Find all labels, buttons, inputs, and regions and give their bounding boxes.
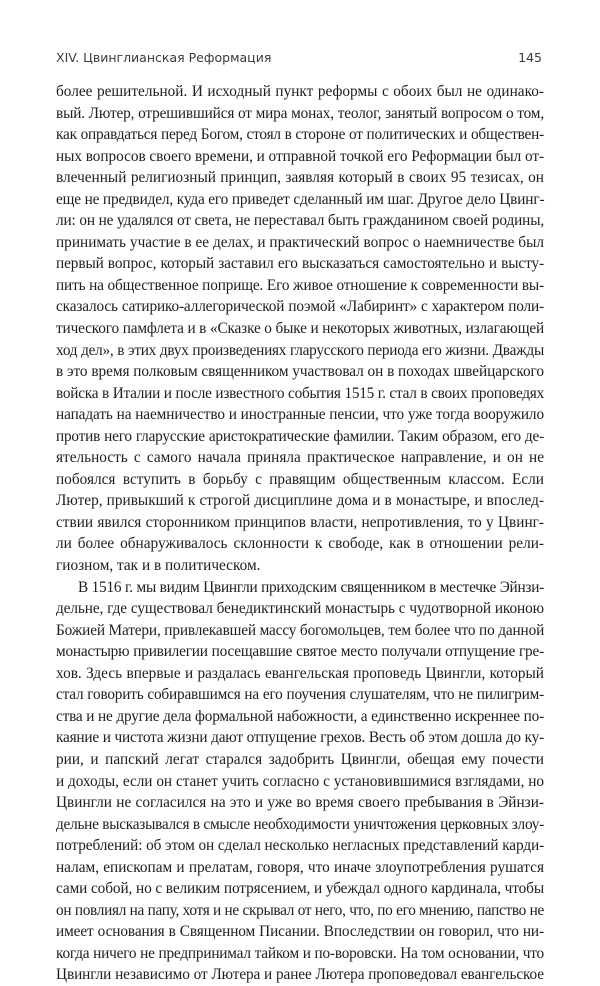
text-line: влеченный религиозный принцип, заявляя который в своих 95 тезисах, он: [56, 169, 544, 187]
text-line: ства и не другие дела формальной набожности, а единственно искреннее по-: [56, 707, 544, 725]
text-line: Цвингли не согласился на это и уже во время своего пребывания в Эйнзи-: [56, 794, 544, 812]
text-line: гиозном, так и в политическом.: [56, 557, 261, 575]
chapter-title: XIV. Цвинглианская Реформация: [56, 50, 272, 65]
text-line: принимать участие в ее делах, и практический вопрос о наемничестве был: [56, 233, 544, 251]
text-line: ятельность с самого начала приняла практическое направление, и он не: [56, 449, 544, 467]
text-line: тического памфлета и в «Сказке о быке и некоторых животных, излагающей: [56, 320, 544, 338]
text-line: сказалось сатирико-аллегорической поэмой «Лабиринт» с характером поли-: [56, 298, 544, 316]
text-line: в это время полковым священником участвовал он в походах швейцарского: [56, 363, 544, 381]
text-line: он повлиял на папу, хотя и не скрывал от него, что, по его мнению, папство не: [56, 901, 544, 919]
text-line: сами собой, но с великим потрясением, и убеждал одного кардинала, чтобы: [56, 880, 544, 898]
text-line: налам, епископам и прелатам, говоря, что иначе злоупотребления рушатся: [56, 858, 544, 876]
text-line: Цвингли независимо от Лютера и ранее Лютера проповедовал евангельское: [56, 966, 544, 984]
paragraph: [56, 81, 544, 577]
text-line: ход дел», в этих двух произведениях гларусского периода его жизни. Дважды: [56, 341, 544, 359]
body-text: [56, 81, 544, 986]
text-line: как оправдаться перед Богом, стоял в стороне от политических и обществен-: [56, 126, 544, 144]
page-number: 145: [518, 50, 542, 65]
text-line: первый вопрос, который заставил его высказаться самостоятельно и высту-: [56, 255, 544, 273]
text-line: еще не предвидел, куда его приведет сделанный им шаг. Другое дело Цвинг-: [56, 190, 545, 208]
text-line: ствии явился сторонником принципов власти, непротивления, то у Цвинг-: [56, 513, 544, 531]
text-line: когда ничего не предпринимал тайком и по-воровски. На том основании, что: [56, 944, 544, 962]
text-line: имеет основания в Священном Писании. Впоследствии он говорил, что ни-: [56, 923, 544, 941]
text-line: монастырю привилегии посещавшие святое место получали отпущение гре-: [56, 643, 544, 661]
text-line: каяние и чистота жизни дают отпущение грехов. Весть об этом дошла до ку-: [56, 729, 544, 747]
text-line: и доходы, если он станет учить согласно с установившимися взглядами, но: [56, 772, 544, 790]
paragraph: [56, 577, 544, 986]
text-line: ли: он не удалялся от света, не переставал быть гражданином своей родины,: [56, 212, 544, 230]
text-line: хов. Здесь впервые и раздалась евангельская проповедь Цвингли, который: [56, 664, 544, 682]
text-line: вый. Лютер, отрешившийся от мира монах, теолог, занятый вопросом о том,: [56, 104, 544, 122]
text-line: против него гларусские аристократические фамилии. Таким образом, его де-: [56, 427, 544, 445]
text-line: дельне, где существовал бенедиктинский монастырь с чудотворной иконою: [56, 600, 544, 618]
text-line: нападать на наемничество и иностранные пенсии, что уже тогда вооружило: [56, 406, 544, 424]
text-line: войска в Италии и после известного события 1515 г. стал в своих проповедях: [56, 384, 544, 402]
text-line: побоялся вступить в борьбу с правящим общественным классом. Если: [56, 470, 544, 488]
text-line: рии, и папский легат старался задобрить Цвингли, обещая ему почести: [56, 750, 544, 768]
text-line: Лютер, привыкший к строгой дисциплине дома и в монастыре, и впослед-: [56, 492, 544, 510]
text-line: В 1516 г. мы видим Цвингли приходским священником в местечке Эйнзи-: [78, 578, 544, 596]
text-line: пить на общественное поприще. Его живое отношение к современности вы-: [56, 276, 544, 294]
text-line: стал говорить собиравшимся на его поучения слушателям, что не пилигрим-: [56, 686, 544, 704]
text-line: Божией Матери, привлекавшей массу богомольцев, тем более что по данной: [56, 621, 545, 639]
text-line: дельне высказывался в смысле необходимости уничтожения церковных злоу-: [56, 815, 544, 833]
text-line: потреблений: об этом он сделал несколько негласных представлений карди-: [56, 837, 545, 855]
text-line: ли более обнаруживалось склонности к свободе, как в отношении рели-: [56, 535, 544, 553]
running-header: [56, 50, 542, 65]
text-line: более решительной. И исходный пункт реформы с обоих был не одинако-: [56, 83, 544, 100]
text-line: ных вопросов своего времени, и отправной точкой его Реформации был от-: [56, 147, 545, 165]
